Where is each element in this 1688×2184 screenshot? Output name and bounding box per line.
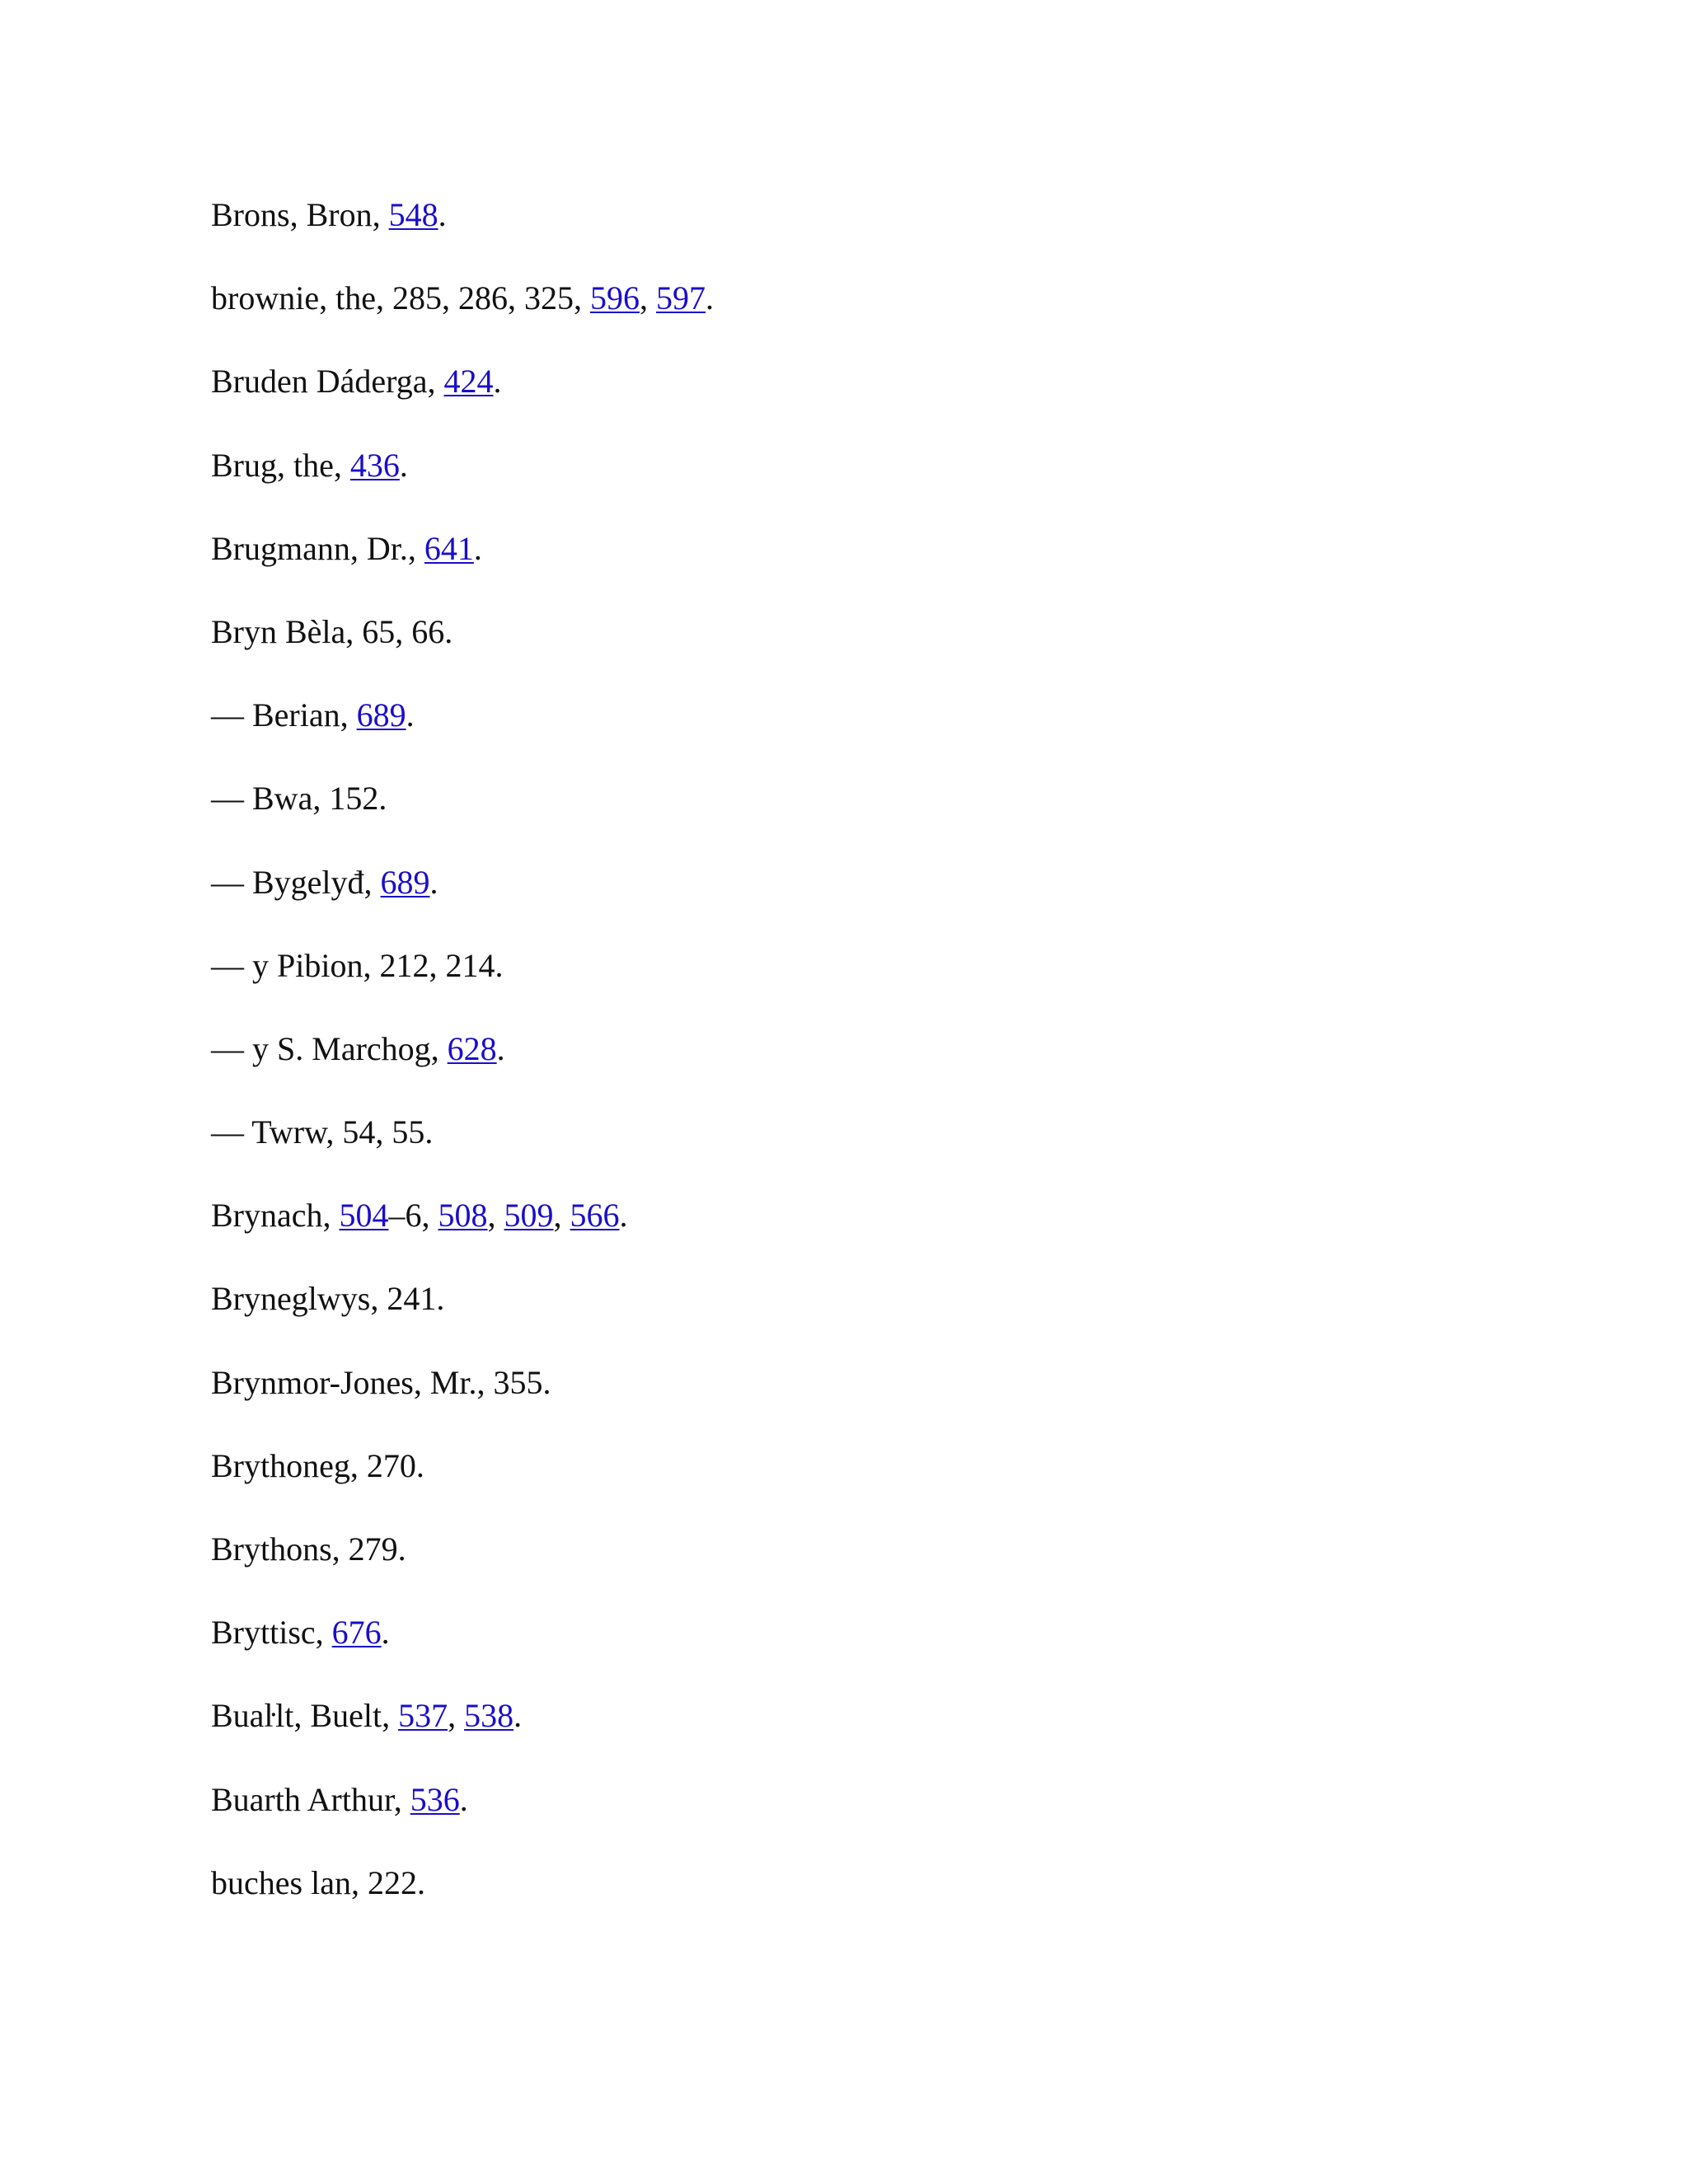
entry-text: Brons, Bron, [211, 196, 389, 233]
entry-text: — Twrw, 54, 55. [211, 1113, 434, 1151]
entry-text: . [705, 279, 714, 317]
entry-text: Bryn Bèla, 65, 66. [211, 612, 453, 650]
entry-text: Brythons, 279. [211, 1530, 406, 1568]
entry-text: — Bwa, 152. [211, 780, 387, 818]
page-number-link[interactable]: 537 [398, 1697, 448, 1735]
entry-text: — y Pibion, 212, 214. [211, 946, 504, 984]
entry-text: . [459, 1780, 468, 1818]
entry-text: — y S. Marchog, [211, 1029, 448, 1067]
page-number-link[interactable]: 689 [356, 696, 406, 734]
entry-text: . [496, 1029, 505, 1067]
entry-text: . [473, 529, 482, 567]
entry-text: Brythoneg, 270. [211, 1446, 424, 1484]
entry-text: . [406, 696, 415, 734]
entry-text: — Bygelyđ, [211, 863, 381, 901]
index-entry [211, 945, 714, 987]
entry-text: , [639, 279, 656, 317]
page-number-link[interactable]: 509 [504, 1197, 554, 1235]
entry-text: Buaŀlt, Buelt, [211, 1697, 399, 1735]
entry-text: , [448, 1697, 465, 1735]
entry-text: Bruden Dáderga, [211, 363, 444, 401]
index-entry [211, 445, 714, 486]
entry-text: . [429, 863, 438, 901]
entry-text: . [381, 1614, 390, 1652]
index-entry [211, 1029, 714, 1070]
page-number-link[interactable]: 689 [380, 863, 430, 901]
entry-text: Bryneglwys, 241. [211, 1280, 445, 1318]
index-entry [211, 612, 714, 653]
entry-text: . [513, 1697, 523, 1735]
index-entry [211, 1612, 714, 1653]
entry-text: , [487, 1197, 504, 1235]
index-entry [211, 695, 714, 736]
entry-text: Brug, the, [211, 446, 350, 484]
index-entry [211, 194, 714, 236]
entry-text: Bryttisc, [211, 1614, 332, 1652]
entry-text: –6, [388, 1197, 438, 1235]
entry-text: Buarth Arthur, [211, 1780, 410, 1818]
page-number-link[interactable]: 641 [424, 529, 474, 567]
entry-text: — Berian, [211, 696, 357, 734]
entry-text: Brynmor-Jones, Mr., 355. [211, 1363, 551, 1401]
page-number-link[interactable]: 424 [443, 363, 494, 401]
entry-text: . [493, 363, 502, 401]
entry-text: Brynach, [211, 1197, 340, 1235]
page-number-link[interactable]: 628 [447, 1029, 497, 1067]
index-entry [211, 1112, 714, 1153]
index-entry [211, 361, 714, 402]
entry-text: brownie, the, 285, 286, 325, [211, 279, 590, 317]
page-number-link[interactable]: 566 [570, 1197, 620, 1235]
index-entry [211, 778, 714, 819]
index-entry [211, 528, 714, 569]
page-number-link[interactable]: 508 [438, 1197, 488, 1235]
index-entry [211, 1278, 714, 1319]
page-number-link[interactable]: 596 [589, 279, 640, 317]
index-entry [211, 1863, 714, 1904]
index-entry [211, 1446, 714, 1487]
index-entry [211, 1529, 714, 1570]
index-entry [211, 1362, 714, 1404]
entry-text: . [619, 1197, 628, 1235]
entry-text: . [399, 446, 408, 484]
entry-text: . [438, 196, 447, 233]
page-number-link[interactable]: 538 [464, 1697, 514, 1735]
entry-text: , [553, 1197, 570, 1235]
page-number-link[interactable]: 597 [655, 279, 706, 317]
index-entry [211, 862, 714, 903]
entry-text: buches lan, 222. [211, 1863, 425, 1901]
page-number-link[interactable]: 548 [388, 196, 438, 233]
index-entry-list [211, 194, 714, 1946]
page-number-link[interactable]: 536 [410, 1780, 460, 1818]
page-number-link[interactable]: 504 [339, 1197, 389, 1235]
index-entry [211, 1695, 714, 1736]
page-number-link[interactable]: 676 [331, 1614, 382, 1652]
page-number-link[interactable]: 436 [349, 446, 400, 484]
index-entry [211, 278, 714, 319]
index-entry [211, 1779, 714, 1821]
entry-text: Brugmann, Dr., [211, 529, 424, 567]
index-entry [211, 1195, 714, 1236]
